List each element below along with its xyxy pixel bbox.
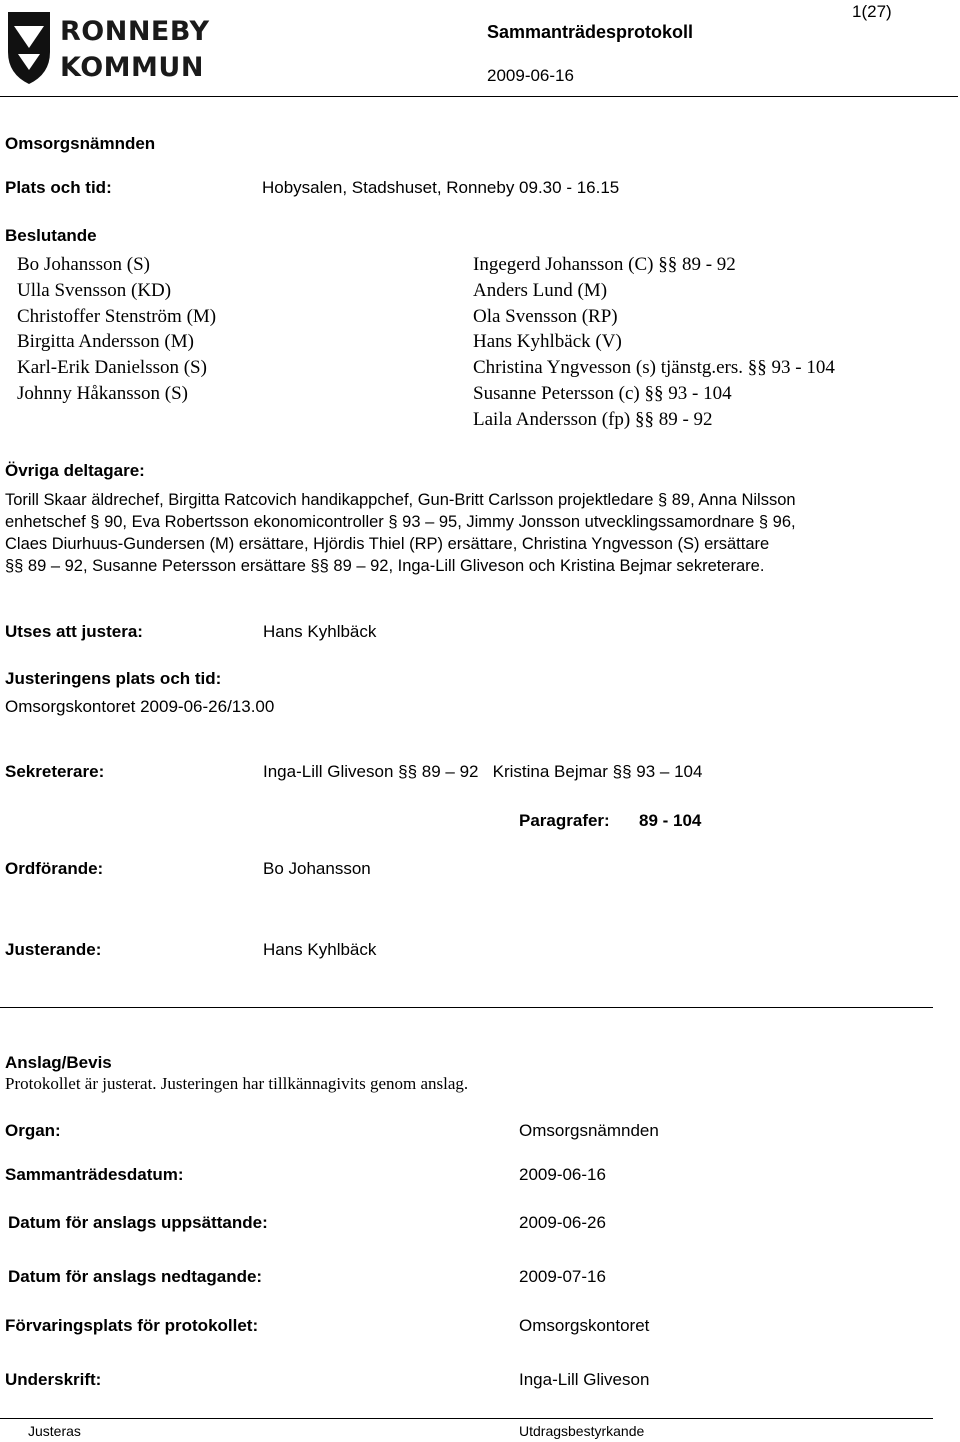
meeting-date: 2009-06-16: [487, 66, 574, 85]
paragraphs-value: 89 - 104: [639, 811, 702, 830]
adjust-place-label: Justeringens plats och tid:: [5, 669, 222, 688]
decider-left-item: Karl-Erik Danielsson (S): [17, 357, 207, 379]
decider-left-item: Johnny Håkansson (S): [17, 383, 188, 404]
other-participants-line: §§ 89 – 92, Susanne Petersson ersättare §§ 89 – 92, Inga-Lill Gliveson och Kristina Bejmar sekreterare.: [5, 557, 765, 575]
adjuster-label: Utses att justera:: [5, 622, 143, 641]
notice-divider: [0, 1007, 933, 1008]
notice-row-value: 2009-06-26: [519, 1213, 606, 1232]
paragraphs-label: Paragrafer:: [519, 811, 610, 830]
decider-right-item: Laila Andersson (fp) §§ 89 - 92: [473, 408, 713, 430]
decider-left-item: Birgitta Andersson (M): [17, 331, 194, 353]
justerande-label: Justerande:: [5, 940, 102, 959]
notice-row-label: Underskrift:: [5, 1370, 102, 1389]
notice-title: Anslag/Bevis: [5, 1053, 112, 1072]
chair-value: Bo Johansson: [263, 859, 371, 878]
decider-right-item: Susanne Petersson (c) §§ 93 - 104: [473, 383, 732, 404]
decider-left-item: Bo Johansson (S): [17, 254, 151, 275]
decider-right-item: Christina Yngvesson (s) tjänstg.ers. §§ 93 - 104: [473, 357, 835, 379]
committee-name: Omsorgsnämnden: [5, 134, 156, 153]
justerande-value: Hans Kyhlbäck: [263, 940, 377, 959]
footer-right: Utdragsbestyrkande: [519, 1423, 645, 1439]
notice-row-label: Datum för anslags uppsättande:: [8, 1213, 268, 1232]
notice-row-label: Sammanträdesdatum:: [5, 1165, 184, 1184]
others-label: Övriga deltagare:: [5, 461, 145, 480]
notice-row-label: Organ:: [5, 1121, 61, 1140]
place-value: Hobysalen, Stadshuset, Ronneby 09.30 - 16.15: [262, 178, 620, 197]
deciders-label: Beslutande: [5, 226, 97, 245]
decider-right-item: Ingegerd Johansson (C) §§ 89 - 92: [473, 254, 736, 275]
logo-line-1: RONNEBY: [60, 16, 210, 47]
decider-left-item: Ulla Svensson (KD): [17, 279, 172, 301]
notice-text: Protokollet är justerat. Justeringen har tillkännagivits genom anslag.: [5, 1074, 469, 1093]
footer-left: Justeras: [28, 1423, 81, 1439]
chair-label: Ordförande:: [5, 859, 104, 878]
other-participants-line: Torill Skaar äldrechef, Birgitta Ratcovich handikappchef, Gun-Britt Carlsson projektledare § 89, Anna Nilsson: [5, 491, 796, 509]
adjuster-value: Hans Kyhlbäck: [263, 622, 377, 641]
notice-row-value: Omsorgsnämnden: [519, 1121, 659, 1140]
logo-line-2: KOMMUN: [60, 52, 204, 83]
place-label: Plats och tid:: [5, 178, 112, 197]
header-divider: [0, 96, 958, 97]
notice-row-value: Omsorgskontoret: [519, 1316, 650, 1335]
other-participants-line: Claes Diurhuus-Gundersen (M) ersättare, Hjördis Thiel (RP) ersättare, Christina Yngvesson (S) ersättare: [5, 535, 770, 553]
notice-row-value: 2009-07-16: [519, 1267, 606, 1286]
other-participants-line: enhetschef § 90, Eva Robertsson ekonomicontroller § 93 – 95, Jimmy Jonsson utvecklingssamordnare § 96,: [5, 513, 796, 531]
decider-left-item: Christoffer Stenström (M): [17, 305, 217, 327]
decider-right-item: Anders Lund (M): [473, 279, 608, 301]
decider-right-item: Hans Kyhlbäck (V): [473, 331, 622, 353]
ronneby-kommun-logo: [4, 8, 214, 88]
footer-divider: [0, 1418, 933, 1419]
secretary-value: Inga-Lill Gliveson §§ 89 – 92 Kristina Bejmar §§ 93 – 104: [263, 762, 703, 781]
page-number: 1(27): [852, 2, 892, 21]
notice-row-value: Inga-Lill Gliveson: [519, 1370, 650, 1389]
notice-row-label: Förvaringsplats för protokollet:: [5, 1316, 259, 1335]
adjust-place-value: Omsorgskontoret 2009-06-26/13.00: [5, 697, 275, 716]
document-type: Sammanträdesprotokoll: [487, 22, 694, 42]
secretary-label: Sekreterare:: [5, 762, 105, 781]
notice-row-value: 2009-06-16: [519, 1165, 606, 1184]
coat-of-arms-icon: [4, 8, 54, 86]
notice-row-label: Datum för anslags nedtagande:: [8, 1267, 263, 1286]
decider-right-item: Ola Svensson (RP): [473, 305, 618, 327]
